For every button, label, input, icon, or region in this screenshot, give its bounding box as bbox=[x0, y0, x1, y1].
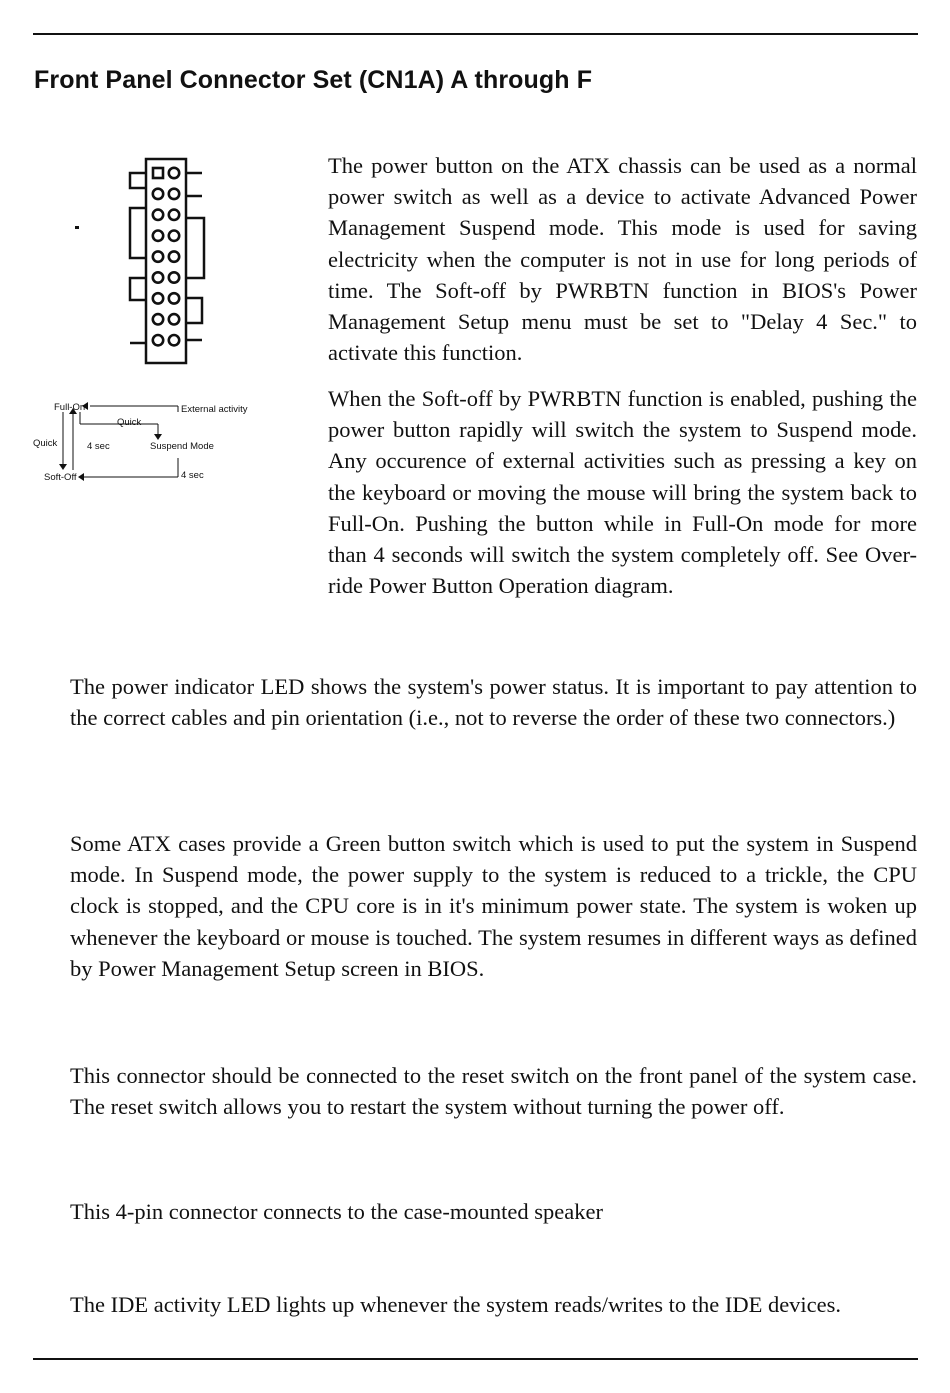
pin bbox=[169, 210, 179, 220]
label-four-sec-left: 4 sec bbox=[87, 441, 110, 452]
label-full-on: Full-On bbox=[54, 402, 86, 413]
connector-pins bbox=[153, 168, 179, 346]
soft-off-paragraph: When the Soft-off by PWRBTN function is enabled, pushing the power button rapidly will switch the system to Suspend mode. Any occurence of external activities such as pressing a key on the keyboard or moving the mouse will bring the system back to Full-On. Pushing the button while in Full-On mode for more than 4 seconds will switch the system completely off. See Over-ride Power Button Operation diagram. bbox=[328, 386, 917, 599]
pin bbox=[169, 293, 179, 303]
pin bbox=[169, 314, 179, 324]
pin bbox=[153, 335, 163, 345]
pin bbox=[153, 251, 163, 261]
reset-switch-paragraph: This connector should be connected to the reset switch on the front panel of the system case. The reset switch allows you to restart the system without turning the power off. bbox=[70, 1063, 917, 1120]
speaker-paragraph: This 4-pin connector connects to the case-mounted speaker bbox=[70, 1199, 603, 1224]
dash-mark bbox=[75, 226, 79, 229]
label-suspend-mode: Suspend Mode bbox=[150, 441, 214, 452]
label-four-sec-bottom: 4 sec bbox=[181, 470, 204, 481]
arrow-to-soft-off bbox=[78, 473, 84, 481]
pin bbox=[169, 231, 179, 241]
pin bbox=[153, 210, 163, 220]
arrow-down-soft-off bbox=[59, 464, 67, 470]
pin bbox=[169, 335, 179, 345]
pin bbox=[153, 231, 163, 241]
green-button-paragraph: Some ATX cases provide a Green button switch which is used to put the system in Suspend mode. In Suspend mode, the power supply to the system is reduced to a trickle, the CPU clock is stopped, and the CPU core is in it's minimum power state. The system is woken up whenever the keyboard or mouse is touched. The system resumes in different ways as defined by Power Management Setup screen in BIOS. bbox=[70, 831, 917, 981]
pin bbox=[153, 189, 163, 199]
pin bbox=[153, 272, 163, 282]
pin-1-square bbox=[153, 168, 163, 178]
pin bbox=[153, 293, 163, 303]
label-quick-left: Quick bbox=[33, 438, 58, 449]
pin bbox=[169, 168, 179, 178]
label-external-activity: External activity bbox=[181, 404, 248, 415]
label-quick-top: Quick bbox=[117, 417, 142, 428]
pin bbox=[169, 272, 179, 282]
pin bbox=[169, 251, 179, 261]
pin bbox=[169, 189, 179, 199]
top-rule bbox=[33, 33, 918, 35]
connector-brackets bbox=[130, 173, 204, 343]
arrow-to-suspend bbox=[154, 434, 162, 440]
label-soft-off: Soft-Off bbox=[44, 472, 77, 483]
ide-led-paragraph: The IDE activity LED lights up whenever the system reads/writes to the IDE devices. bbox=[70, 1292, 842, 1317]
power-led-paragraph: The power indicator LED shows the system's power status. It is important to pay attention to the correct cables and pin orientation (i.e., not to reverse the order of these two connectors.) bbox=[70, 674, 917, 731]
pin bbox=[153, 314, 163, 324]
power-button-paragraph: The power button on the ATX chassis can be used as a normal power switch as well as a device to activate Advanced Power Management Suspend mode. This mode is used for saving electricity when the computer is not in use for long periods of time. The Soft-off by PWRBTN function in BIOS's Power Management Setup menu must be set to "Delay 4 Sec." to activate this function. bbox=[328, 153, 917, 366]
power-button-state-diagram bbox=[30, 395, 260, 490]
page-title: Front Panel Connector Set (CN1A) A through F bbox=[34, 66, 593, 94]
connector-body bbox=[146, 159, 186, 363]
bottom-rule bbox=[33, 1358, 918, 1360]
connector-diagram bbox=[60, 150, 230, 375]
